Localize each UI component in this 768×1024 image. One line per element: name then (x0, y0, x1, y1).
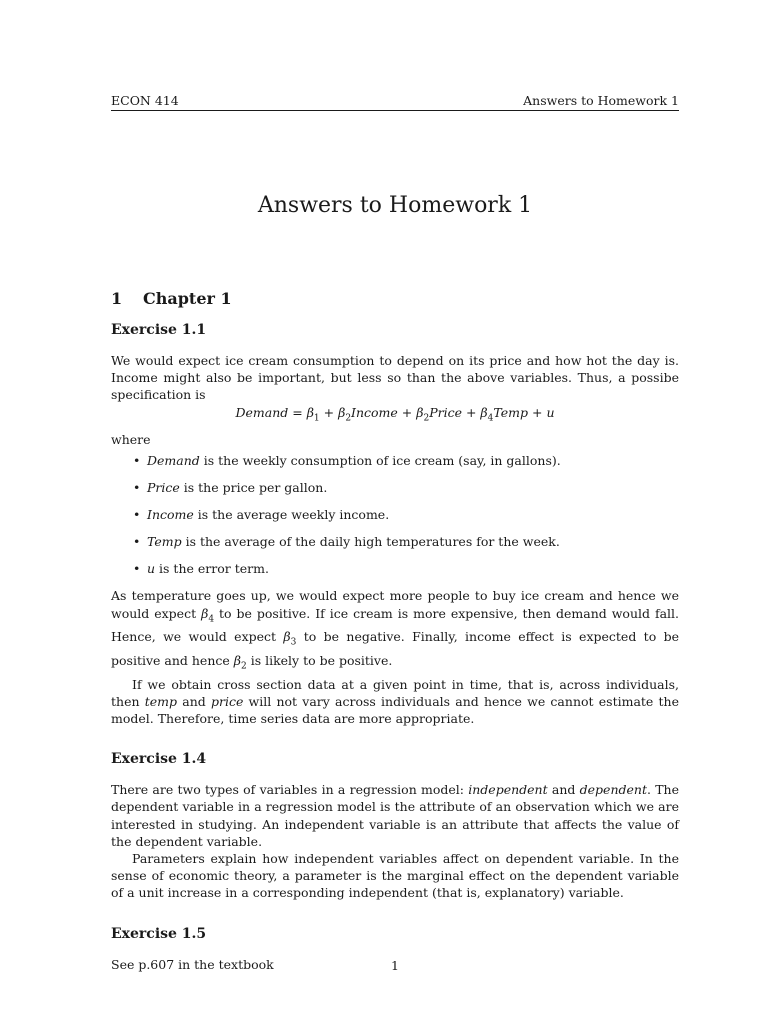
exercise-1-4-paragraph-2: Parameters explain how independent variables affect on dependent variable. In the sense of economic theory, a parameter is the marginal effect on the dependent variable of a unit increase in a corresponding independent (that is, explanatory) variable. (111, 851, 679, 901)
text-run: to be positive. If ice cream is more expensive, then demand would fall. Hence, we would expect (111, 605, 679, 645)
text-run: will not vary across individuals and hence we cannot estimate the model. Therefore, time series data are more appropriate. (111, 693, 679, 727)
eq-lhs: Demand (235, 404, 289, 420)
bullet-icon: • (133, 480, 141, 496)
eq-temp: Temp (493, 404, 529, 420)
list-item-text: is the weekly consumption of ice cream (say, in gallons). (199, 453, 561, 469)
spacer (111, 902, 679, 912)
exercise-1-5-heading: Exercise 1.5 (111, 925, 207, 942)
emphasis-price: price (210, 693, 244, 709)
list-item-term: Income (147, 507, 194, 523)
beta4-subscript: 4 (208, 614, 215, 625)
bullet-icon: • (133, 453, 141, 469)
text-run: to be negative. Finally, income effect is expected to be positive and hence (111, 629, 679, 668)
eq-equals: = (288, 404, 307, 420)
spacer (111, 727, 679, 737)
beta2-symbol: β (233, 652, 241, 668)
exercise-1-5-text: See p.607 in the textbook (111, 956, 274, 972)
eq-beta1: β (306, 404, 314, 420)
list-item-term: Price (147, 480, 180, 496)
header-course: ECON 414 (111, 93, 179, 108)
beta3-symbol: β (283, 629, 291, 645)
document-body (111, 288, 679, 973)
eq-price: Price (429, 404, 462, 420)
section-title: Chapter 1 (143, 289, 232, 308)
eq-beta3: β (416, 404, 424, 420)
exercise-1-4-paragraph-1 (111, 781, 679, 850)
list-item-term: Temp (147, 534, 182, 550)
eq-beta2-sub: 2 (345, 413, 352, 424)
exercise-1-1-intro: We would expect ice cream consumption to depend on its price and how hot the day is. Income might also be important, but less so than the above variables. Thus, a possibe specification is (111, 353, 679, 403)
list-item (111, 452, 679, 469)
eq-plus-3: + (462, 404, 481, 420)
section-number: 1 (111, 289, 123, 308)
eq-beta4: β (480, 404, 488, 420)
text-run: There are two types of variables in a regression model: (111, 782, 469, 798)
eq-plus-4: + (528, 404, 547, 420)
emphasis-dependent: dependent (579, 782, 647, 798)
variable-definition-list (111, 452, 679, 577)
exercise-1-1-heading: Exercise 1.1 (111, 322, 207, 338)
eq-beta1-sub: 1 (313, 413, 320, 424)
document-page (111, 0, 679, 1024)
beta4-symbol: β (201, 605, 209, 621)
text-run: . The dependent variable in a regression model is the attribute of an observation which we are interested in studying. An independent variable is an attribute that affects the value of the dependent variable. (111, 782, 680, 849)
document-title: Answers to Homework 1 (257, 193, 533, 218)
beta2-subscript: 2 (240, 661, 247, 672)
emphasis-independent: independent (468, 782, 548, 798)
text-run: and (177, 693, 211, 709)
demand-equation (111, 404, 679, 428)
bullet-icon: • (133, 534, 141, 550)
eq-u: u (546, 404, 555, 420)
eq-plus-2: + (397, 404, 417, 420)
eq-income: Income (351, 404, 398, 420)
list-item-text: is the error term. (155, 561, 269, 577)
beta3-subscript: 3 (290, 637, 297, 648)
list-item-term: u (147, 561, 156, 577)
list-item (111, 479, 679, 496)
eq-plus-1: + (319, 404, 339, 420)
emphasis-temp: temp (144, 693, 178, 709)
list-item (111, 560, 679, 577)
exercise-1-4-heading: Exercise 1.4 (111, 751, 207, 768)
text-run: As temperature goes up, we would expect more people to buy ice cream and hence we would expect (111, 588, 679, 621)
text-run: If we obtain cross section data at a given point in time, that is, across individuals, then (111, 676, 679, 709)
bullet-icon: • (133, 561, 141, 577)
list-item (111, 506, 679, 523)
list-item (111, 533, 679, 550)
eq-beta4-sub: 4 (487, 413, 494, 424)
text-run: is likely to be positive. (246, 652, 393, 668)
eq-beta3-sub: 2 (423, 413, 430, 424)
list-item-text: is the average weekly income. (193, 507, 390, 523)
where-label: where (111, 432, 151, 448)
bullet-icon: • (133, 507, 141, 523)
section-heading (111, 288, 679, 310)
list-item-term: Demand (147, 453, 200, 469)
exercise-1-1-paragraph-3 (111, 676, 679, 728)
eq-beta2: β (338, 404, 346, 420)
list-item-text: is the average of the daily high temperatures for the week. (181, 534, 560, 550)
text-run: and (547, 782, 580, 798)
header-rule (111, 110, 679, 111)
page-number: 1 (391, 958, 399, 973)
header-running-title: Answers to Homework 1 (523, 93, 679, 108)
exercise-1-1-paragraph-2 (111, 587, 679, 675)
list-item-text: is the price per gallon. (179, 480, 328, 496)
